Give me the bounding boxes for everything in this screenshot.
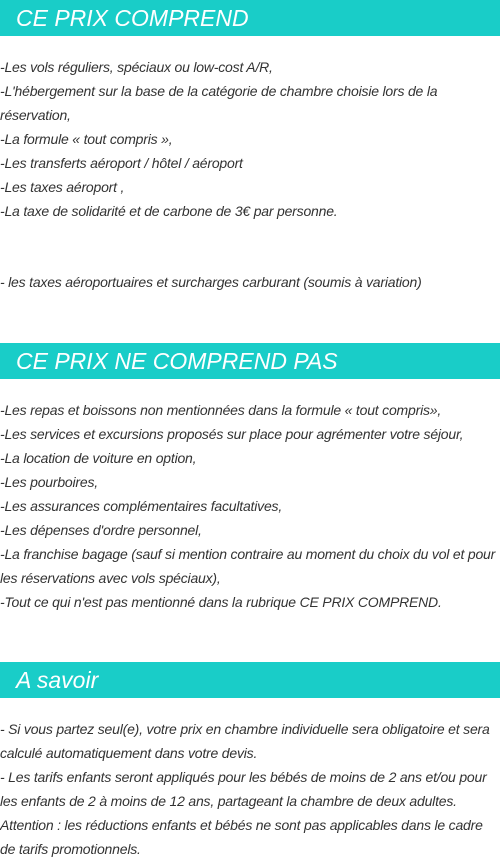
list-item: -La location de voiture en option,	[0, 450, 197, 466]
list-item: -Les assurances complémentaires facultatives,	[0, 498, 283, 514]
list-item: Attention : les réductions enfants et bébés ne sont pas applicables dans le cadre de tarifs promotionnels.	[0, 817, 483, 857]
list-item: -Les transferts aéroport / hôtel / aéroport	[0, 155, 243, 171]
list-item: -Les pourboires,	[0, 474, 98, 490]
list-item: -L'hébergement sur la base de la catégorie de chambre choisie lors de la réservation,	[0, 83, 438, 123]
section-title: CE PRIX COMPREND	[16, 5, 249, 31]
section-header-info	[0, 662, 500, 698]
list-item: -Les dépenses d'ordre personnel,	[0, 522, 202, 538]
info-list	[0, 717, 500, 861]
list-item: -Tout ce qui n'est pas mentionné dans la rubrique CE PRIX COMPREND.	[0, 594, 442, 610]
list-item: -Les repas et boissons non mentionnées dans la formule « tout compris»,	[0, 402, 442, 418]
list-item: -Les services et excursions proposés sur place pour agrémenter votre séjour,	[0, 426, 464, 442]
note-text: - les taxes aéroportuaires et surcharges carburant (soumis à variation)	[0, 274, 422, 290]
includes-list	[0, 55, 500, 223]
list-item: -La taxe de solidarité et de carbone de 3€ par personne.	[0, 203, 338, 219]
includes-note	[0, 270, 500, 294]
list-item: - Si vous partez seul(e), votre prix en chambre individuelle sera obligatoire et sera calculé automatiquement dans votre devis.	[0, 721, 490, 761]
list-item: -La formule « tout compris »,	[0, 131, 173, 147]
list-item: -Les vols réguliers, spéciaux ou low-cost A/R,	[0, 59, 273, 75]
list-item: -Les taxes aéroport ,	[0, 179, 125, 195]
excludes-list	[0, 398, 500, 614]
list-item: -La franchise bagage (sauf si mention contraire au moment du choix du vol et pour les réservations avec vols spéciaux),	[0, 546, 496, 586]
list-item: - Les tarifs enfants seront appliqués pour les bébés de moins de 2 ans et/ou pour les enfants de 2 à moins de 12 ans, partageant la chambre de deux adultes.	[0, 769, 487, 809]
section-title: A savoir	[16, 667, 99, 693]
section-header-excludes	[0, 343, 500, 379]
section-title: CE PRIX NE COMPREND PAS	[16, 348, 338, 374]
section-header-includes	[0, 0, 500, 36]
